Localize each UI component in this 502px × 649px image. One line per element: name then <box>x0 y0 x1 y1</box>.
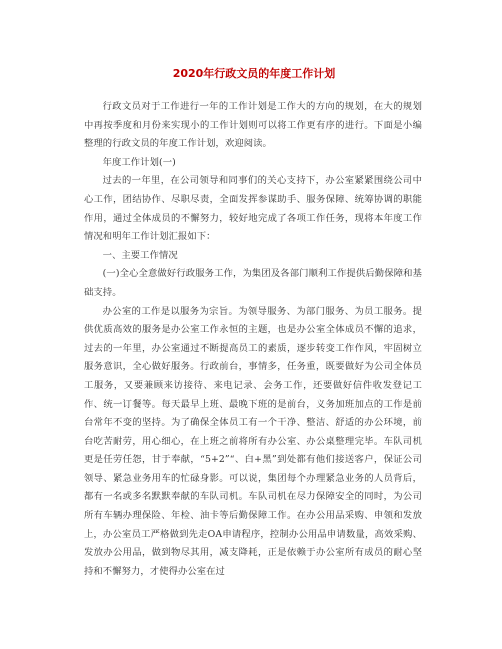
document-title: 2020年行政文员的年度工作计划 <box>172 67 336 80</box>
subsection-heading-admin-service: (一)全心全意做好行政服务工作，为集团及各部门顺利工作提供后勤保障和基础支持。 <box>84 268 422 298</box>
body-paragraph: 办公室的工作是以服务为宗旨。为领导服务、为部门服务、为员工服务。提供优质高效的服务是办公室工作永恒的主题，也是办公室全体成员不懈的追求，过去的一年里，办公室通过不断提高员工的素质，逐步转变工作作风，牢固树立服务意识，全心做好服务。行政前台，事情多，任务重，既要做好为公司全体员工服务，又要兼顾来访接待、来电记录、会务工作，还要做好信件收发登记工作、统一订餐等。每天最早上班、最晚下班的是前台，义务加班加点的工作是前台常年不变的坚持。为了确保全体员工有一个干净、整洁、舒适的办公环境，前台吃苦耐劳，用心细心，在上班之前将所有办公室、办公桌整理完毕。车队司机更是任劳任怨，甘于奉献，“5+2”“、白+黑”到处都有他们接送客户，保证公司领导、紧急业务用车的忙碌身影。可以说，集团每个办理紧急业务的人员背后，都有一名或多名默默奉献的车队司机。车队司机在尽力保障安全的同时，为公司所有车辆办理保险、年检、油卡等后勤保障工作。在办公用品采购、申领和发放上，办公室员工严格做到先走OA申请程序，控制办公用品申请数量，高效采购、发放办公用品，做到物尽其用，减支降耗，正是依赖于办公室所有成员的耐心坚持和不懈努力，才使得办公室在过 <box>84 305 422 577</box>
subsection-heading-main-work: 一、主要工作情况 <box>102 249 178 261</box>
section-heading-plan-1: 年度工作计划(一) <box>102 156 176 168</box>
body-paragraph: 过去的一年里，在公司领导和同事们的关心支持下，办公室紧紧围绕公司中心工作，团结协作、尽职尽责，全面发挥参谋助手、服务保障、统筹协调的职能作用，通过全体成员的不懈努力，较好地完成了各项工作任务，现将本年度工作情况和明年工作计划汇报如下： <box>84 175 422 243</box>
intro-paragraph: 行政文员对于工作进行一年的工作计划是工作大的方向的规划，在大的规划中再按季度和月份来实现小的工作计划则可以将工作更有序的进行。下面是小编整理的行政文员的年度工作计划，欢迎阅读。 <box>84 101 422 150</box>
